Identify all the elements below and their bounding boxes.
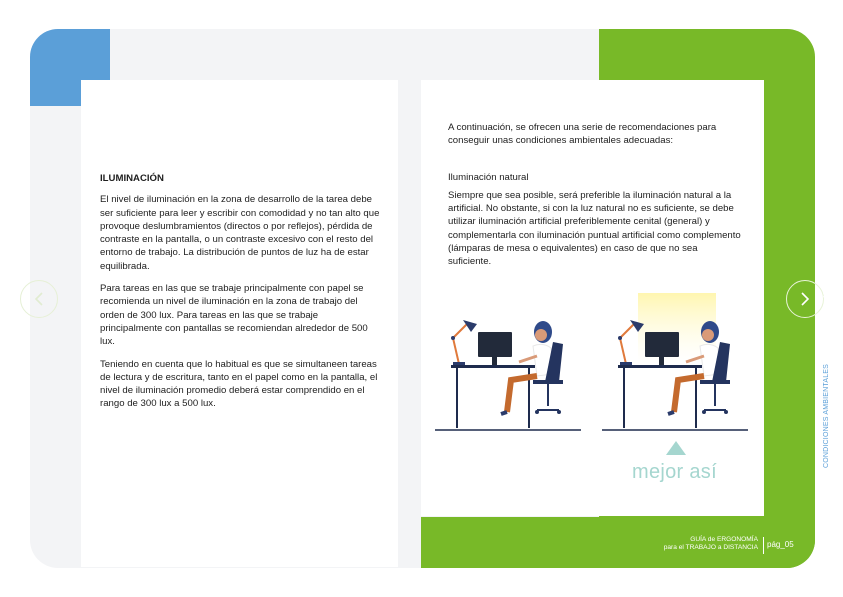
better-caption: mejor así bbox=[632, 461, 717, 483]
nav-separator: • bbox=[821, 350, 831, 354]
nav-item-organizacion[interactable]: ORGANIZACIÓN bbox=[822, 92, 830, 150]
guide-title bbox=[620, 536, 758, 552]
page-number: pág_05 bbox=[767, 540, 794, 549]
desk-top bbox=[451, 365, 535, 368]
paragraph-1: El nivel de iluminación en la zona de desarrollo de la tarea debe ser suficiente para leer y escribir con comodidad y no tan alto que provoque deslumbramientos (directos o por reflejos), pérdida de contraste en la pantalla, o un contraste excesivo con el resto del entorno de trabajo. La distribución de puntos de luz ha de estar equilibrada. bbox=[100, 194, 380, 272]
nav-item-silla[interactable]: SILLA bbox=[822, 320, 830, 341]
nav-separator: • bbox=[821, 264, 831, 268]
nav-separator: • bbox=[821, 307, 831, 311]
paragraph-2: Para tareas en las que se trabaje principalmente con papel se recomienda un nivel de iluminación en la zona de trabajo del orden de 300 lux. Para tareas en las que se trabaje principalmente con pantallas se recomiendan alrededor de 500 lux. bbox=[100, 283, 368, 348]
left-page-text bbox=[100, 172, 382, 420]
prev-page-button[interactable] bbox=[20, 280, 58, 318]
nav-item-equipo[interactable]: EQUIPO INFORMÁTICO bbox=[822, 172, 830, 255]
workstation-illustration-left bbox=[433, 316, 583, 434]
caption-arrow-icon bbox=[666, 441, 686, 455]
section-nav bbox=[818, 92, 834, 468]
footer-divider bbox=[763, 537, 764, 554]
chevron-right-icon bbox=[799, 291, 811, 307]
paragraph-3: Teniendo en cuenta que lo habitual es que se simultaneen tareas de lectura y de escritura, tanto en el papel como en la pantalla, el nivel de iluminación promedio deberá estar comprendido en el rango de 300 lux a 500 lux. bbox=[100, 358, 378, 410]
desk-lamp-icon bbox=[451, 320, 477, 365]
chevron-left-icon bbox=[33, 291, 45, 307]
nav-item-condiciones[interactable]: CONDICIONES AMBIENTALES bbox=[822, 363, 830, 468]
natural-light-paragraph: Siempre que sea posible, será preferible la iluminación natural a la artificial. No obstante, si con la luz natural no es suficiente, se debe utilizar iluminación artificial preferiblemente cenital (general) y complementarla con iluminación puntual artificial como complemento (lámparas de mesa o equivalentes) en caso de que no sea suficiente. bbox=[448, 189, 741, 268]
intro-paragraph: A continuación, se ofrecen una serie de recomendaciones para conseguir unas condiciones ambientales adecuadas: bbox=[448, 122, 717, 147]
monitor-icon bbox=[478, 332, 512, 365]
section-heading: ILUMINACIÓN bbox=[100, 173, 164, 184]
guide-title-line1: GUÍA de ERGONOMÍA bbox=[690, 536, 758, 543]
nav-item-mesa[interactable]: MESA bbox=[822, 277, 830, 298]
right-page-text bbox=[448, 121, 743, 278]
subheading: Iluminación natural bbox=[448, 171, 529, 183]
nav-separator: • bbox=[821, 159, 831, 163]
workstation-illustration-right bbox=[600, 293, 750, 434]
guide-title-line2: para el TRABAJO a DISTANCIA bbox=[663, 544, 758, 551]
